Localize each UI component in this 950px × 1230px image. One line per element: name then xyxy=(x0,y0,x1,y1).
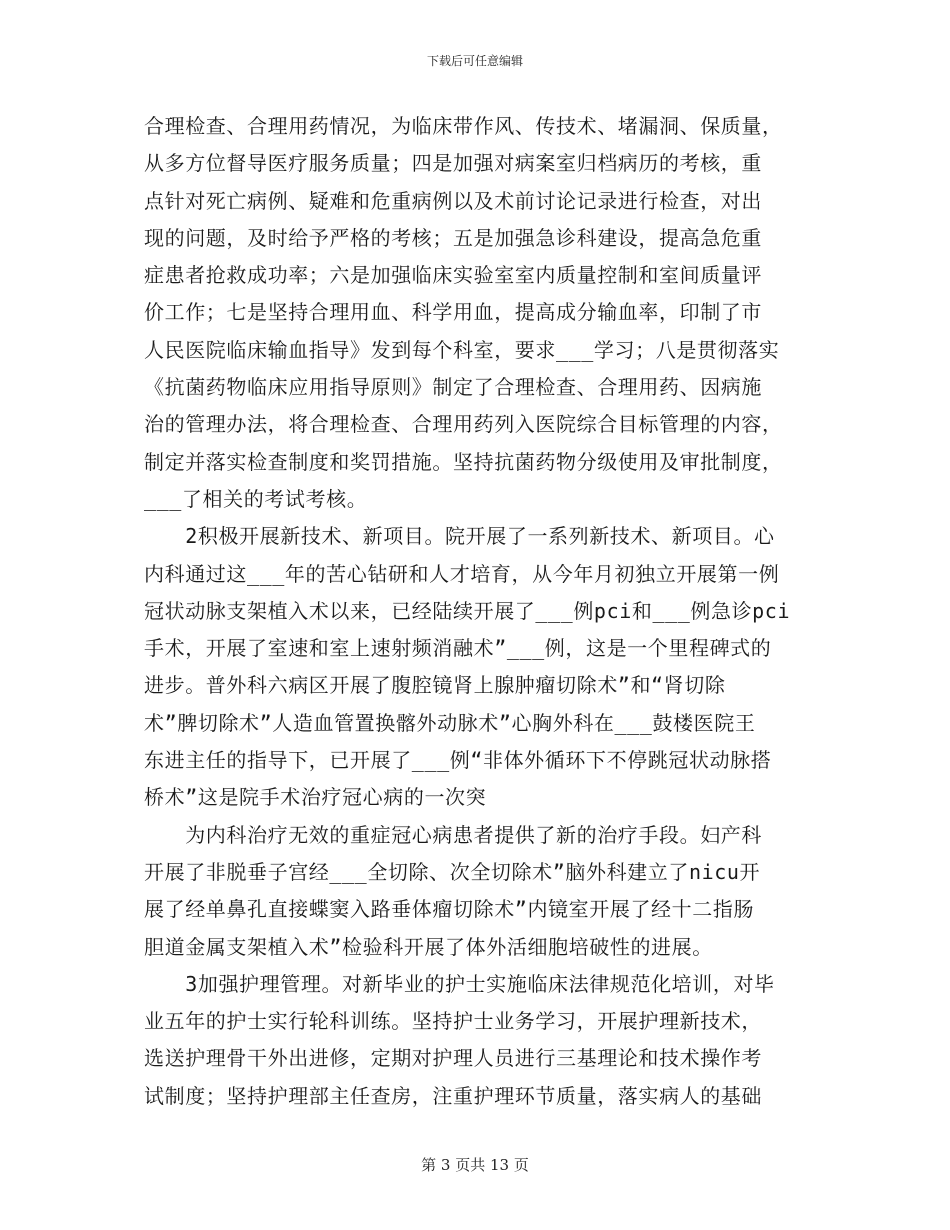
text-line: 现的问题，及时给予严格的考核；五是加强急诊科建设，提高急危重 xyxy=(144,225,762,250)
text-line: 3加强护理管理。对新毕业的护士实施临床法律规范化培训，对毕 xyxy=(144,971,775,996)
text-line: 为内科治疗无效的重症冠心病患者提供了新的治疗手段。妇产科 xyxy=(144,822,762,847)
text-line: 价工作；七是坚持合理用血、科学用血，提高成分输血率，印制了市 xyxy=(144,300,762,325)
text-line: 业五年的护士实行轮科训练。坚持护士业务学习，开展护理新技术， xyxy=(144,1009,762,1034)
text-line: 治的管理办法，将合理检查、合理用药列入医院综合目标管理的内容， xyxy=(144,412,783,437)
text-line: 术”脾切除术”人造血管置换髂外动脉术”心胸外科在___鼓楼医院王 xyxy=(144,710,756,735)
text-line: 开展了非脱垂子宫经___全切除、次全切除术”脑外科建立了nicu开 xyxy=(144,859,761,884)
text-line: 选送护理骨干外出进修，定期对护理人员进行三基理论和技术操作考 xyxy=(144,1046,762,1071)
text-line: 点针对死亡病例、疑难和危重病例以及术前讨论记录进行检查，对出 xyxy=(144,188,762,213)
text-line: 《抗菌药物临床应用指导原则》制定了合理检查、合理用药、因病施 xyxy=(144,375,762,400)
text-line: 内科通过这___年的苦心钻研和人才培育，从今年月初独立开展第一例 xyxy=(144,561,780,586)
page-header: 下载后可任意编辑 xyxy=(426,54,523,68)
text-line: 冠状动脉支架植入术以来，已经陆续开展了___例pci和___例急诊pci xyxy=(144,598,791,623)
text-line: 进步。普外科六病区开展了腹腔镜肾上腺肿瘤切除术”和“肾切除 xyxy=(144,673,726,698)
text-line: 试制度；坚持护理部主任查房，注重护理环节质量，落实病人的基础 xyxy=(144,1083,762,1108)
document-body xyxy=(144,108,814,1115)
text-line: 胆道金属支架植入术”检验科开展了体外活细胞培破性的进展。 xyxy=(144,934,713,959)
text-line: 制定并落实检查制度和奖罚措施。坚持抗菌药物分级使用及审批制度， xyxy=(144,449,783,474)
text-line: 从多方位督导医疗服务质量；四是加强对病案室归档病历的考核，重 xyxy=(144,151,762,176)
text-line: 2积极开展新技术、新项目。院开展了一系列新技术、新项目。心 xyxy=(144,524,775,549)
text-line: 手术，开展了室速和室上速射频消融术”___例，这是一个里程碑式的 xyxy=(144,636,772,661)
text-line: 人民医院临床输血指导》发到每个科室，要求___学习；八是贯彻落实 xyxy=(144,337,780,362)
text-line: ___了相关的考试考核。 xyxy=(144,486,368,511)
text-line: 展了经单鼻孔直接蝶窦入路垂体瘤切除术”内镜室开展了经十二指肠 xyxy=(144,897,755,922)
text-line: 症患者抢救成功率；六是加强临床实验室室内质量控制和室间质量评 xyxy=(144,263,762,288)
text-line: 东进主任的指导下，已开展了___例“非体外循环下不停跳冠状动脉搭 xyxy=(144,748,772,773)
page-footer: 第 3 页共 13 页 xyxy=(421,1156,529,1174)
text-line: 合理检查、合理用药情况，为临床带作风、传技术、堵漏洞、保质量， xyxy=(144,114,783,138)
text-line: 桥术”这是院手术治疗冠心病的一次突 xyxy=(144,785,487,810)
